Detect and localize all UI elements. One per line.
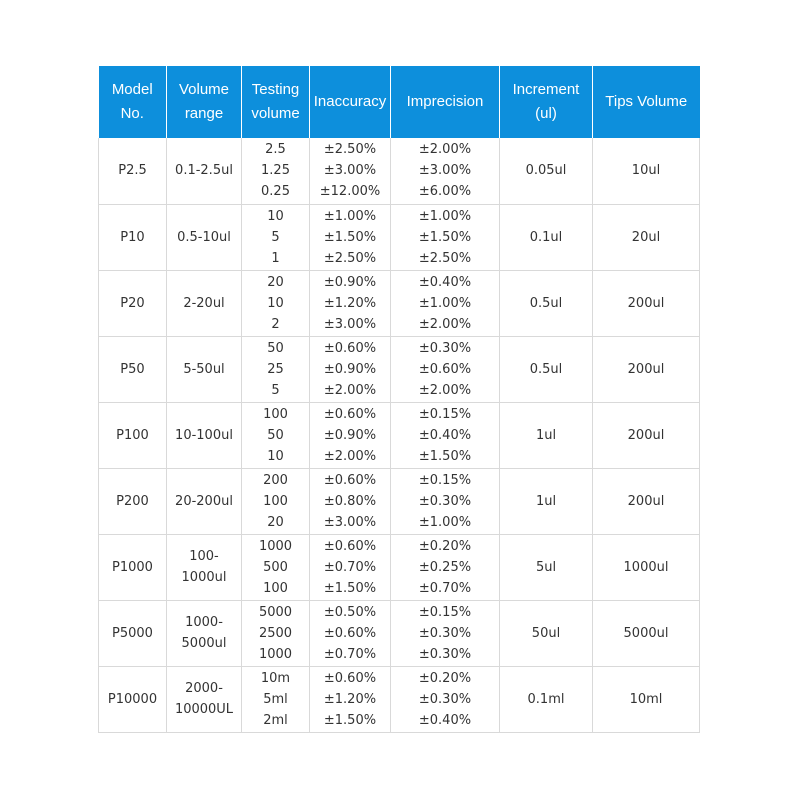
inaccuracy-cell (310, 270, 391, 336)
inaccuracy-cell-line: ±3.00% (323, 514, 377, 530)
table-row (99, 666, 700, 732)
table-row (99, 402, 700, 468)
increment-cell: 1ul (500, 468, 593, 534)
inaccuracy-cell-line: ±2.00% (323, 382, 377, 398)
imprecision-cell-line: ±0.15% (418, 406, 472, 422)
volume-range-cell (167, 534, 242, 600)
inaccuracy-cell (310, 666, 391, 732)
testing-volume-cell-line: 10 (267, 448, 284, 464)
volume-range-cell-line: 0.1-2.5ul (175, 163, 233, 179)
table-body (99, 138, 700, 732)
model-cell: P100 (99, 402, 167, 468)
testing-volume-cell-line: 0.25 (261, 184, 290, 200)
volume-range-cell (167, 402, 242, 468)
volume-range-cell-line: 5000ul (181, 636, 227, 651)
inaccuracy-cell-line: ±3.00% (323, 316, 377, 332)
table-row (99, 534, 700, 600)
inaccuracy-cell (310, 534, 391, 600)
testing-volume-cell-line: 5 (271, 382, 280, 398)
testing-volume-cell-line: 2500 (258, 625, 293, 641)
inaccuracy-cell-line: ±2.50% (323, 250, 377, 266)
imprecision-cell-line: ±0.60% (418, 361, 472, 377)
inaccuracy-cell (310, 204, 391, 270)
table-row (99, 138, 700, 204)
header-line: Increment (512, 81, 580, 98)
header-model-no (99, 66, 167, 138)
testing-volume-cell (242, 666, 310, 732)
inaccuracy-cell-line: ±1.20% (323, 691, 377, 707)
testing-volume-cell-line: 10 (267, 295, 284, 311)
imprecision-cell (391, 666, 500, 732)
imprecision-cell-line: ±0.30% (418, 493, 472, 509)
imprecision-cell-line: ±2.00% (418, 316, 472, 332)
volume-range-cell-line: 0.5-10ul (177, 229, 231, 245)
inaccuracy-cell (310, 336, 391, 402)
increment-cell: 0.1ml (500, 666, 593, 732)
imprecision-cell-line: ±1.50% (418, 229, 472, 245)
volume-range-cell-line: 10000UL (174, 702, 234, 717)
volume-range-cell (167, 600, 242, 666)
increment-cell: 0.1ul (500, 204, 593, 270)
imprecision-cell-line: ±0.70% (418, 580, 472, 596)
model-cell: P10 (99, 204, 167, 270)
header-tips-volume (593, 66, 700, 138)
testing-volume-cell-line: 50 (267, 340, 284, 356)
tips-volume-cell: 200ul (593, 402, 700, 468)
table-row (99, 600, 700, 666)
imprecision-cell-line: ±1.50% (418, 448, 472, 464)
header-line: Model (111, 81, 153, 98)
inaccuracy-cell-line: ±0.60% (323, 625, 377, 641)
header-line: Testing (251, 81, 300, 98)
header-line: No. (120, 105, 144, 122)
imprecision-cell-line: ±0.40% (418, 274, 472, 290)
inaccuracy-cell-line: ±1.50% (323, 229, 377, 245)
increment-cell: 0.05ul (500, 138, 593, 204)
imprecision-cell (391, 138, 500, 204)
testing-volume-cell-line: 1000 (258, 646, 293, 662)
volume-range-cell (167, 138, 242, 204)
testing-volume-cell-line: 5000 (258, 604, 293, 620)
pipette-spec-table (98, 66, 700, 733)
header-line: Imprecision (406, 93, 484, 110)
volume-range-cell-line: 2-20ul (183, 295, 225, 311)
inaccuracy-cell-line: ±2.00% (323, 448, 377, 464)
imprecision-cell-line: ±0.30% (418, 646, 472, 662)
testing-volume-cell-line: 2 (271, 316, 280, 332)
header-line: Inaccuracy (313, 93, 387, 110)
imprecision-cell-line: ±2.00% (418, 142, 472, 158)
inaccuracy-cell-line: ±0.50% (323, 604, 377, 620)
inaccuracy-cell (310, 468, 391, 534)
table-row (99, 204, 700, 270)
testing-volume-cell-line: 1 (271, 250, 280, 266)
imprecision-cell-line: ±1.00% (418, 208, 472, 224)
imprecision-cell-line: ±0.30% (418, 625, 472, 641)
increment-cell: 5ul (500, 534, 593, 600)
testing-volume-cell-line: 2ml (263, 712, 288, 728)
testing-volume-cell-line: 5ml (263, 691, 288, 707)
inaccuracy-cell-line: ±12.00% (319, 184, 381, 200)
testing-volume-cell-line: 100 (263, 406, 288, 422)
testing-volume-cell (242, 468, 310, 534)
volume-range-cell (167, 468, 242, 534)
imprecision-cell (391, 204, 500, 270)
imprecision-cell-line: ±3.00% (418, 163, 472, 179)
tips-volume-cell: 200ul (593, 468, 700, 534)
testing-volume-cell-line: 200 (263, 472, 288, 488)
imprecision-cell-line: ±0.15% (418, 604, 472, 620)
inaccuracy-cell (310, 402, 391, 468)
volume-range-cell-line: 5-50ul (183, 361, 225, 377)
inaccuracy-cell-line: ±0.70% (323, 559, 377, 575)
model-cell: P5000 (99, 600, 167, 666)
inaccuracy-cell-line: ±1.50% (323, 580, 377, 596)
model-cell: P2.5 (99, 138, 167, 204)
table-row (99, 270, 700, 336)
volume-range-cell-line: 1000ul (181, 570, 227, 585)
spec-table-container (98, 66, 699, 733)
inaccuracy-cell (310, 138, 391, 204)
inaccuracy-cell-line: ±0.90% (323, 274, 377, 290)
inaccuracy-cell-line: ±0.70% (323, 646, 377, 662)
volume-range-cell (167, 666, 242, 732)
testing-volume-cell (242, 336, 310, 402)
imprecision-cell (391, 402, 500, 468)
imprecision-cell-line: ±0.30% (418, 691, 472, 707)
header-imprecision (391, 66, 500, 138)
testing-volume-cell (242, 270, 310, 336)
testing-volume-cell (242, 534, 310, 600)
testing-volume-cell-line: 100 (263, 493, 288, 509)
tips-volume-cell: 200ul (593, 270, 700, 336)
tips-volume-cell: 5000ul (593, 600, 700, 666)
increment-cell: 0.5ul (500, 336, 593, 402)
imprecision-cell (391, 600, 500, 666)
volume-range-cell-line: 2000- (185, 681, 223, 696)
inaccuracy-cell (310, 600, 391, 666)
imprecision-cell-line: ±0.15% (418, 472, 472, 488)
increment-cell: 50ul (500, 600, 593, 666)
model-cell: P50 (99, 336, 167, 402)
header-line: range (184, 105, 224, 122)
testing-volume-cell-line: 10 (267, 208, 284, 224)
inaccuracy-cell-line: ±0.60% (323, 670, 377, 686)
testing-volume-cell-line: 25 (267, 361, 284, 377)
volume-range-cell-line: 10-100ul (175, 427, 233, 443)
header-line: (ul) (535, 105, 557, 122)
imprecision-cell-line: ±0.30% (418, 340, 472, 356)
tips-volume-cell: 200ul (593, 336, 700, 402)
imprecision-cell (391, 534, 500, 600)
imprecision-cell-line: ±2.00% (418, 382, 472, 398)
volume-range-cell (167, 204, 242, 270)
inaccuracy-cell-line: ±0.60% (323, 472, 377, 488)
inaccuracy-cell-line: ±0.80% (323, 493, 377, 509)
imprecision-cell-line: ±0.20% (418, 670, 472, 686)
testing-volume-cell (242, 600, 310, 666)
inaccuracy-cell-line: ±1.00% (323, 208, 377, 224)
header-row (99, 66, 700, 138)
header-inaccuracy (310, 66, 391, 138)
increment-cell: 0.5ul (500, 270, 593, 336)
increment-cell: 1ul (500, 402, 593, 468)
inaccuracy-cell-line: ±1.20% (323, 295, 377, 311)
imprecision-cell-line: ±0.40% (418, 427, 472, 443)
imprecision-cell-line: ±0.40% (418, 712, 472, 728)
header-volume-range (167, 66, 242, 138)
inaccuracy-cell-line: ±0.60% (323, 340, 377, 356)
header-testing-volume (242, 66, 310, 138)
imprecision-cell-line: ±2.50% (418, 250, 472, 266)
inaccuracy-cell-line: ±2.50% (323, 142, 377, 158)
testing-volume-cell-line: 1000 (258, 538, 293, 554)
testing-volume-cell-line: 1.25 (261, 163, 290, 179)
inaccuracy-cell-line: ±3.00% (323, 163, 377, 179)
testing-volume-cell (242, 138, 310, 204)
tips-volume-cell: 1000ul (593, 534, 700, 600)
volume-range-cell (167, 270, 242, 336)
imprecision-cell-line: ±1.00% (418, 514, 472, 530)
tips-volume-cell: 10ml (593, 666, 700, 732)
imprecision-cell-line: ±6.00% (418, 184, 472, 200)
testing-volume-cell-line: 2.5 (265, 142, 286, 158)
tips-volume-cell: 20ul (593, 204, 700, 270)
volume-range-cell-line: 20-200ul (175, 493, 233, 509)
inaccuracy-cell-line: ±0.60% (323, 538, 377, 554)
inaccuracy-cell-line: ±0.90% (323, 361, 377, 377)
imprecision-cell (391, 468, 500, 534)
header-line: Volume (178, 81, 230, 98)
testing-volume-cell-line: 10m (260, 670, 291, 686)
header-line: volume (251, 105, 300, 122)
model-cell: P20 (99, 270, 167, 336)
imprecision-cell-line: ±0.20% (418, 538, 472, 554)
imprecision-cell (391, 336, 500, 402)
table-row (99, 336, 700, 402)
model-cell: P10000 (99, 666, 167, 732)
header-increment (500, 66, 593, 138)
model-cell: P1000 (99, 534, 167, 600)
imprecision-cell (391, 270, 500, 336)
testing-volume-cell (242, 204, 310, 270)
tips-volume-cell: 10ul (593, 138, 700, 204)
table-row (99, 468, 700, 534)
volume-range-cell-line: 1000- (185, 615, 223, 630)
testing-volume-cell-line: 50 (267, 427, 284, 443)
model-cell: P200 (99, 468, 167, 534)
testing-volume-cell-line: 20 (267, 514, 284, 530)
header-line: Tips Volume (605, 93, 688, 110)
inaccuracy-cell-line: ±0.90% (323, 427, 377, 443)
testing-volume-cell-line: 100 (263, 580, 288, 596)
imprecision-cell-line: ±1.00% (418, 295, 472, 311)
volume-range-cell (167, 336, 242, 402)
testing-volume-cell-line: 20 (267, 274, 284, 290)
inaccuracy-cell-line: ±0.60% (323, 406, 377, 422)
inaccuracy-cell-line: ±1.50% (323, 712, 377, 728)
testing-volume-cell-line: 500 (263, 559, 288, 575)
testing-volume-cell (242, 402, 310, 468)
volume-range-cell-line: 100- (189, 549, 219, 564)
imprecision-cell-line: ±0.25% (418, 559, 472, 575)
testing-volume-cell-line: 5 (271, 229, 280, 245)
